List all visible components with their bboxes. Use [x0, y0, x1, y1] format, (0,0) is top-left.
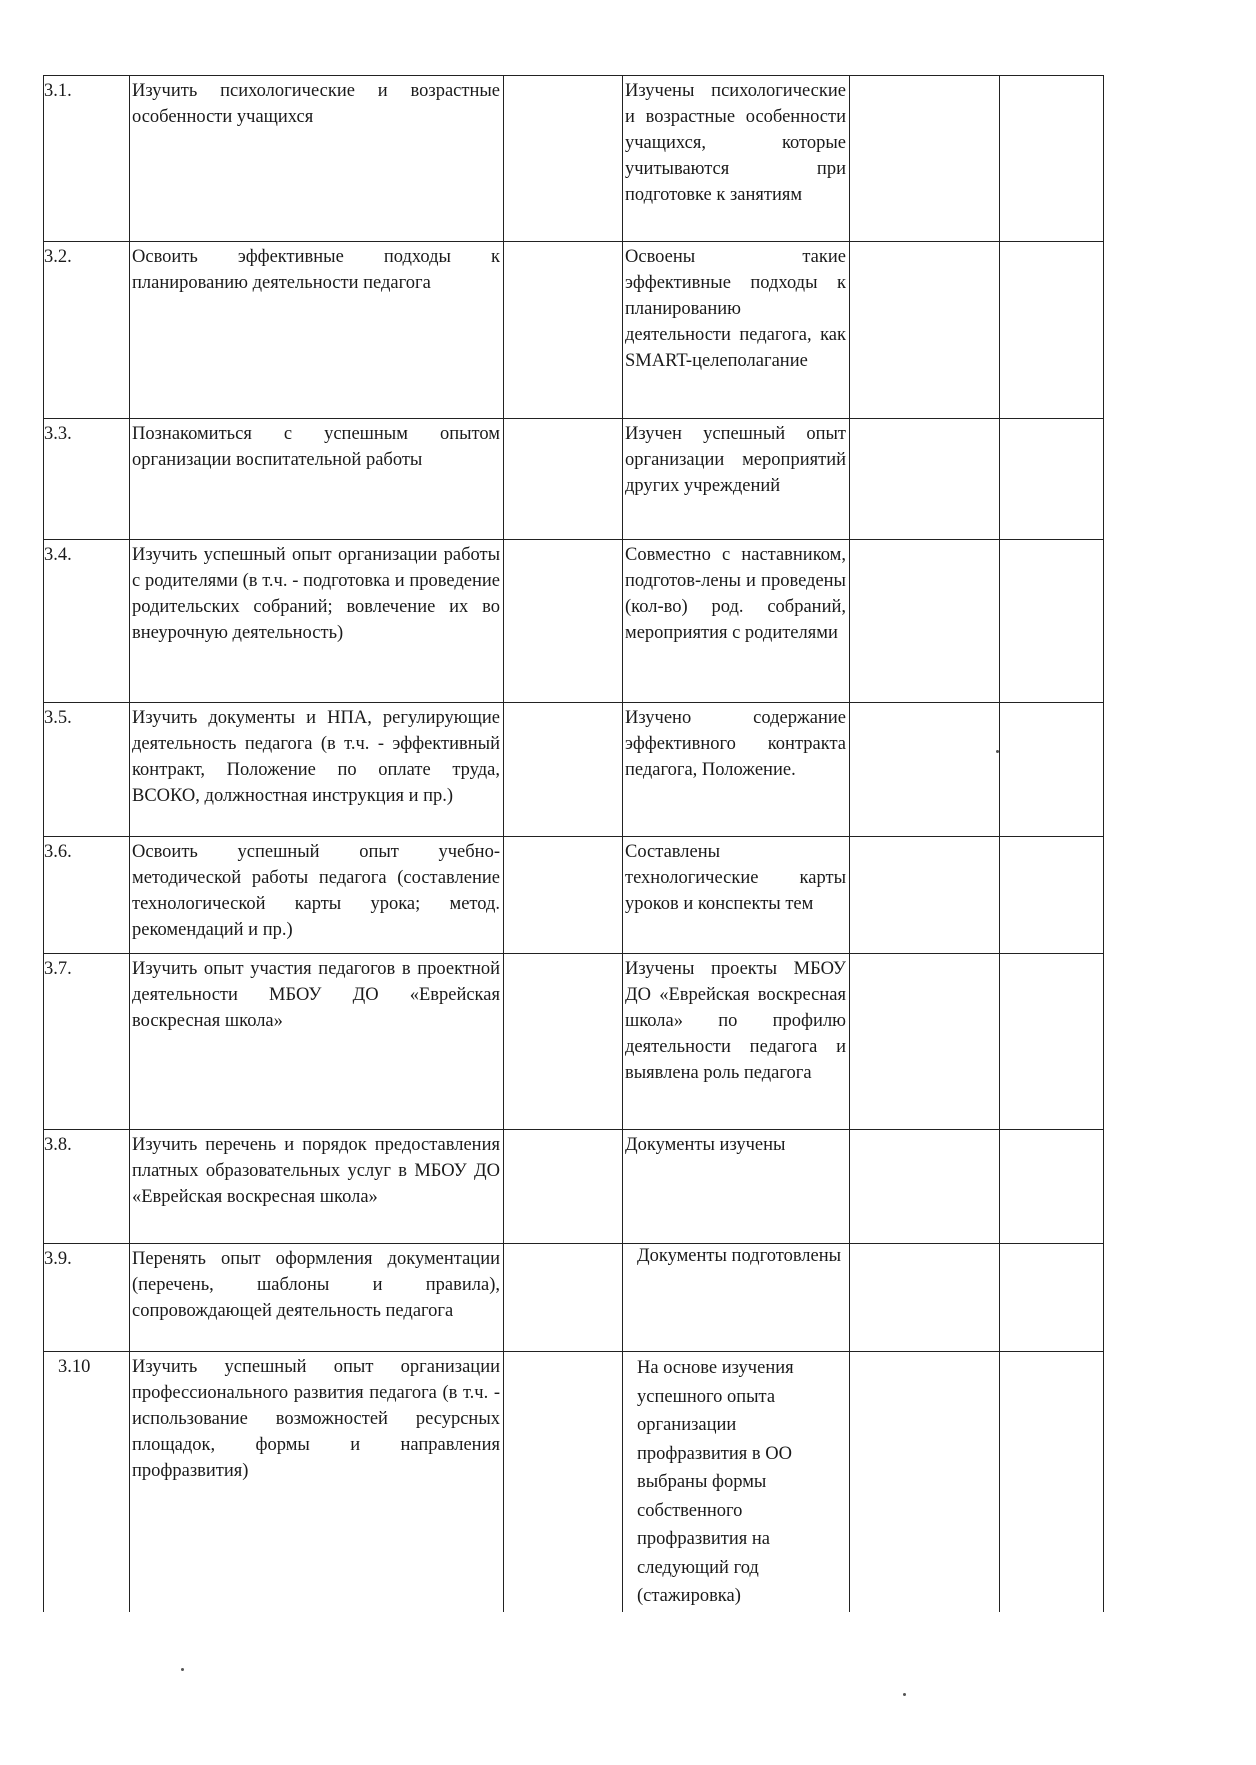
table-row — [44, 1130, 1104, 1244]
task-cell: Изучить опыт участия педагогов в проектной деятельности МБОУ ДО «Еврейская воскресная школа» — [130, 954, 504, 1130]
result-cell: Документы изучены — [623, 1130, 850, 1244]
row-number: 3.9. — [44, 1244, 130, 1352]
task-cell: Изучить успешный опыт организации профессионального развития педагога (в т.ч. - использование возможностей ресурсных площадок, формы и направления профразвития) — [130, 1352, 504, 1612]
scan-speck — [996, 750, 999, 753]
result-cell: Составлены технологические карты уроков и конспекты тем — [623, 837, 850, 954]
empty-cell — [850, 419, 1000, 540]
empty-cell — [1000, 1130, 1104, 1244]
empty-cell — [504, 837, 623, 954]
empty-cell — [1000, 540, 1104, 703]
empty-cell — [850, 76, 1000, 242]
empty-cell — [1000, 242, 1104, 419]
empty-cell — [850, 837, 1000, 954]
task-cell: Освоить успешный опыт учебно-методической работы педагога (составление технологической карты урока; метод. рекомендаций и пр.) — [130, 837, 504, 954]
table-row — [44, 837, 1104, 954]
row-number: 3.6. — [44, 837, 130, 954]
empty-cell — [850, 1352, 1000, 1612]
scan-speck — [903, 1693, 906, 1696]
result-cell: Изучены проекты МБОУ ДО «Еврейская воскресная школа» по профилю деятельности педагога и выявлена роль педагога — [623, 954, 850, 1130]
result-cell: Изучено содержание эффективного контракта педагога, Положение. — [623, 703, 850, 837]
empty-cell — [1000, 703, 1104, 837]
table-row — [44, 242, 1104, 419]
empty-cell — [504, 954, 623, 1130]
empty-cell — [504, 1352, 623, 1612]
row-number: 3.4. — [44, 540, 130, 703]
task-cell: Изучить перечень и порядок предоставления платных образовательных услуг в МБОУ ДО «Еврейская воскресная школа» — [130, 1130, 504, 1244]
scan-speck — [181, 1668, 184, 1671]
task-cell: Познакомиться с успешным опытом организации воспитательной работы — [130, 419, 504, 540]
empty-cell — [1000, 837, 1104, 954]
empty-cell — [850, 540, 1000, 703]
result-cell: На основе изучения успешного опыта организации профразвития в ОО выбраны формы собственного профразвития на следующий год (стажировка) — [623, 1352, 850, 1612]
empty-cell — [1000, 419, 1104, 540]
row-number: 3.10 — [44, 1352, 130, 1612]
table-row — [44, 419, 1104, 540]
empty-cell — [504, 419, 623, 540]
task-cell: Изучить успешный опыт организации работы с родителями (в т.ч. - подготовка и проведение родительских собраний; вовлечение их во внеурочную деятельность) — [130, 540, 504, 703]
table-row — [44, 703, 1104, 837]
empty-cell — [504, 242, 623, 419]
result-cell: Изучен успешный опыт организации мероприятий других учреждений — [623, 419, 850, 540]
empty-cell — [850, 1244, 1000, 1352]
row-number: 3.2. — [44, 242, 130, 419]
row-number: 3.8. — [44, 1130, 130, 1244]
empty-cell — [850, 954, 1000, 1130]
table-row — [44, 1352, 1104, 1612]
table-row — [44, 76, 1104, 242]
result-cell: Совместно с наставником, подготов-лены и проведены (кол-во) род. собраний, мероприятия с родителями — [623, 540, 850, 703]
row-number: 3.7. — [44, 954, 130, 1130]
empty-cell — [850, 1130, 1000, 1244]
row-number: 3.3. — [44, 419, 130, 540]
empty-cell — [1000, 76, 1104, 242]
development-plan-table — [43, 75, 1104, 1612]
task-cell: Изучить документы и НПА, регулирующие деятельность педагога (в т.ч. - эффективный контракт, Положение по оплате труда, ВСОКО, должностная инструкция и пр.) — [130, 703, 504, 837]
table-row — [44, 540, 1104, 703]
empty-cell — [504, 540, 623, 703]
empty-cell — [504, 703, 623, 837]
result-cell: Изучены психологические и возрастные особенности учащихся, которые учитываются при подготовке к занятиям — [623, 76, 850, 242]
task-cell: Перенять опыт оформления документации (перечень, шаблоны и правила), сопровождающей деятельность педагога — [130, 1244, 504, 1352]
task-cell: Изучить психологические и возрастные особенности учащихся — [130, 76, 504, 242]
row-number: 3.1. — [44, 76, 130, 242]
empty-cell — [504, 1130, 623, 1244]
result-cell: Документы подготовлены — [623, 1244, 850, 1352]
empty-cell — [1000, 954, 1104, 1130]
empty-cell — [504, 76, 623, 242]
empty-cell — [1000, 1244, 1104, 1352]
table-row — [44, 954, 1104, 1130]
empty-cell — [1000, 1352, 1104, 1612]
table-row — [44, 1244, 1104, 1352]
empty-cell — [504, 1244, 623, 1352]
task-cell: Освоить эффективные подходы к планированию деятельности педагога — [130, 242, 504, 419]
empty-cell — [850, 703, 1000, 837]
row-number: 3.5. — [44, 703, 130, 837]
empty-cell — [850, 242, 1000, 419]
result-cell: Освоены такие эффективные подходы к планированию деятельности педагога, как SMART-целеполагание — [623, 242, 850, 419]
